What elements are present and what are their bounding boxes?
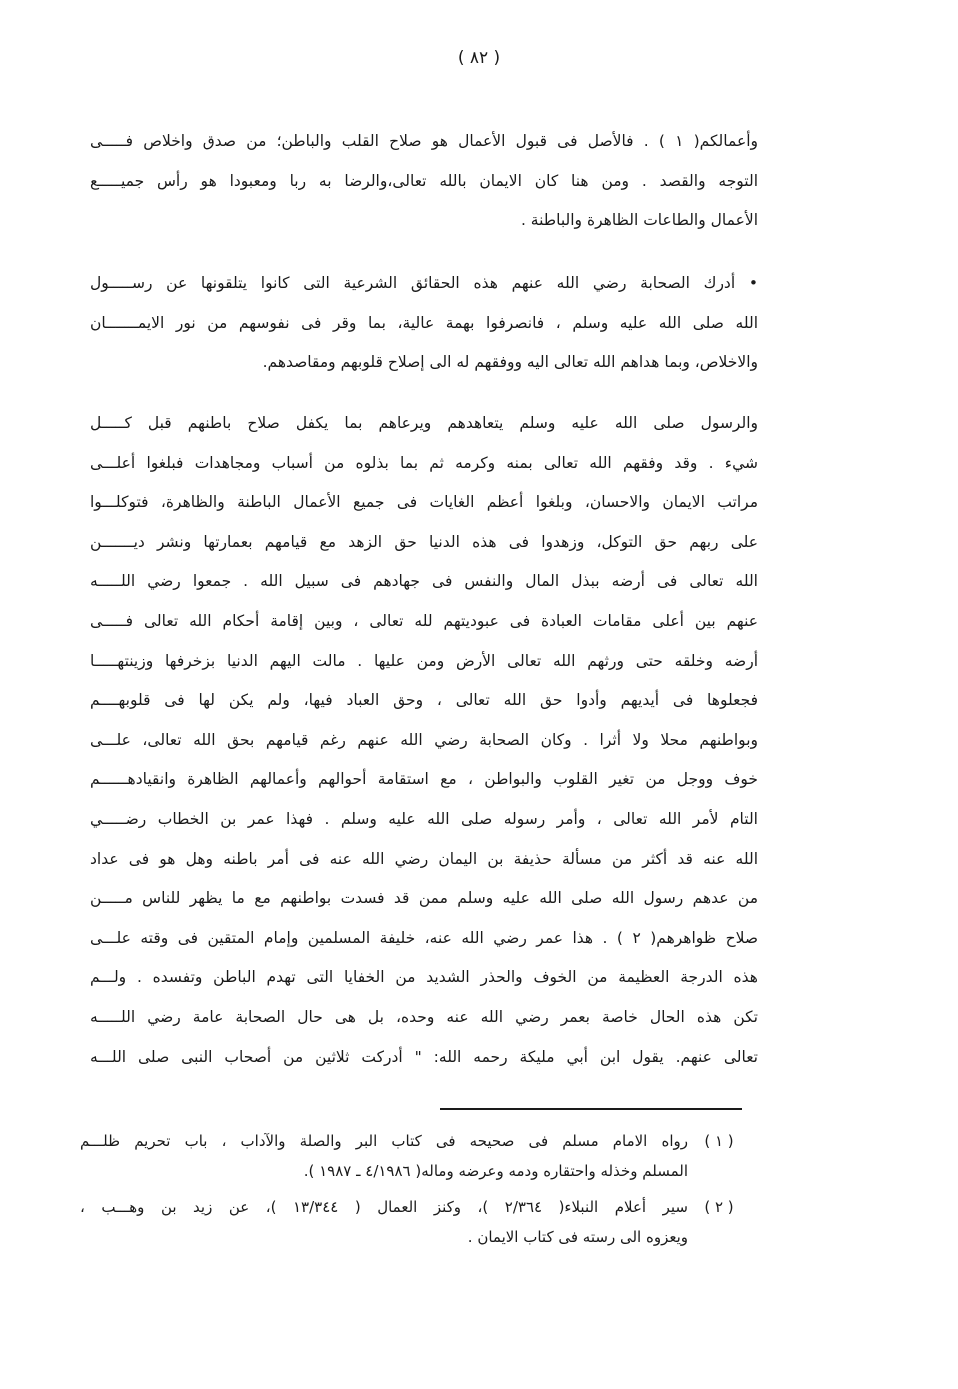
text-line: تكن هذه الحال خاصة بعمر رضي الله عنه وحده، بل هى حال الصحابة عامة رضي اللـــــه: [90, 1007, 758, 1026]
footnote-line: ويعزوه الى رسته فى كتاب الايمان .: [467, 1228, 688, 1246]
footnote-line: المسلم وخذله واحتقاره ودمه وعرضه وماله( ٤/١٩٨٦ ـ ١٩٨٧ ).: [303, 1162, 688, 1180]
text-line: عنهم بين أعلى مقامات العبادة فى عبوديتهم لله تعالى ، وبين إقامة أحكام الله تعالى فـــــى: [90, 611, 758, 630]
text-line: • أدرك الصحابة رضي الله عنهم هذه الحقائق الشرعية التى كانوا يتلقونها عن رســـــول: [90, 274, 758, 292]
footnote-body: [80, 1126, 688, 1186]
text-line: تعالى عنهم. يقول ابن أبي مليكة رحمه الله: " أدركت ثلاثين من أصحاب النبى صلى اللـــه: [90, 1047, 758, 1066]
footnote-2: [80, 1192, 750, 1252]
text-line: الله عنه قد أكثر من مسألة حذيفة بن اليمان رضي الله عنه فى أمر باطنه وهل هو فى عداد: [90, 849, 758, 868]
footnote-1: [80, 1126, 750, 1186]
text-line: وبواطنهم محلا ولا أثرا . وكان الصحابة رضي الله عنهم رغم قيامهم بحق الله تعالى، علـــى: [90, 730, 758, 749]
text-line: والاخلاص، وبما هداهم الله تعالى اليه ووفقهم له الى إصلاح قلوبهم ومقاصدهم.: [262, 353, 758, 372]
paragraph-3: [90, 404, 758, 1077]
text-line: صلاح ظواهرهم( ٢ ) . هذا عمر رضي الله عنه، خليفة المسلمين وإمام المتقين فى وقته علـــى: [90, 928, 758, 947]
text-line: التوجه والقصد . ومن هنا كان الايمان بالله تعالى،والرضا به ربا ومعبودا هو رأس جميـــــع: [90, 171, 758, 190]
text-line: الله تعالى فى أرضه ببذل المال والنفس فى جهادهم فى سبيل الله . جمعوا رضي اللـــــه: [90, 572, 758, 591]
text-line: هذه الدرجة العظيمة من الخوف والحذر الشديد من الخفايا التى تهدم الباطن وتفسده . ولـــم: [90, 968, 758, 987]
paragraph-1: [90, 122, 758, 241]
footnote-number: ( ٢ ): [704, 1198, 734, 1216]
text-line: والرسول صلى الله عليه وسلم يتعاهدهم ويرعاهم بما يكفل صلاح باطنهم قبل كـــــل: [90, 414, 758, 432]
footnote-body: [80, 1192, 688, 1252]
text-line: شيء . وقد وفقهم الله تعالى بمنه وكرمه ثم بما بذلوه من أسباب ومجاهدات فبلغوا أعلـــى: [90, 453, 758, 472]
footnote-line: سير أعلام النبلاء( ٢/٣٦٤ )، وكنز العمال ( ١٣/٣٤٤ )، عن زيد بن وهـــب ،: [80, 1198, 688, 1216]
text-line: على ربهم حق التوكل، وزهدوا فى هذه الدنيا حق الزهد مع قيامهم بعمارتها ونشر ديـــــــن: [90, 532, 758, 551]
text-line: مراتب الايمان والاحسان، وبلغوا أعظم الغايات فى جميع الأعمال الباطنة والظاهرة، فتوكلـــوا: [90, 493, 758, 512]
text-line: وأعمالكم( ١ ) . فالأصل فى قبول الأعمال هو صلاح القلب والباطن؛ من صدق واخلاص فـــــى: [90, 132, 758, 150]
footnotes: [80, 1126, 750, 1258]
text-line: الأعمال والطاعات الظاهرة والباطنة .: [520, 211, 758, 230]
footnote-line: رواه الامام مسلم فى صحيحه فى كتاب البر والصلة والآداب ، باب تحريم ظلـــم: [80, 1132, 688, 1150]
text-line: أرضه وخلقه حتى ورثهم الله تعالى الأرض ومن عليها . مالت اليهم الدنيا بزخرفها وزينتهـــــا: [90, 651, 758, 670]
text-line: الله صلى الله عليه وسلم ، فانصرفوا بهمة عالية، بما وقر فى نفوسهم من نور الايمـــــــان: [90, 313, 758, 332]
footnote-divider: [440, 1108, 742, 1110]
footnote-number: ( ١ ): [704, 1132, 734, 1150]
text-line: فجعلوها فى أيديهم وأدوا حق الله تعالى ، وحق العباد فيها، ولم يكن لها فى قلوبهــــم: [90, 691, 758, 710]
text-line: من عدهم رسول الله صلى الله عليه وسلم ممن قد فسدت بواطنهم مع ما يظهر للناس مـــــن: [90, 889, 758, 908]
text-line: التام لأمر الله تعالى ، وأمر رسوله صلى الله عليه وسلم . فهذا عمر بن الخطاب رضـــــي: [90, 809, 758, 828]
page-number: ( ٨٢ ): [457, 48, 501, 68]
paragraph-2: [90, 264, 758, 383]
text-line: خوف ووجل من تغير القلوب والبواطن ، مع استقامة أحوالهم وأعمالهم الظاهرة وانقيادهــــــم: [90, 770, 758, 789]
